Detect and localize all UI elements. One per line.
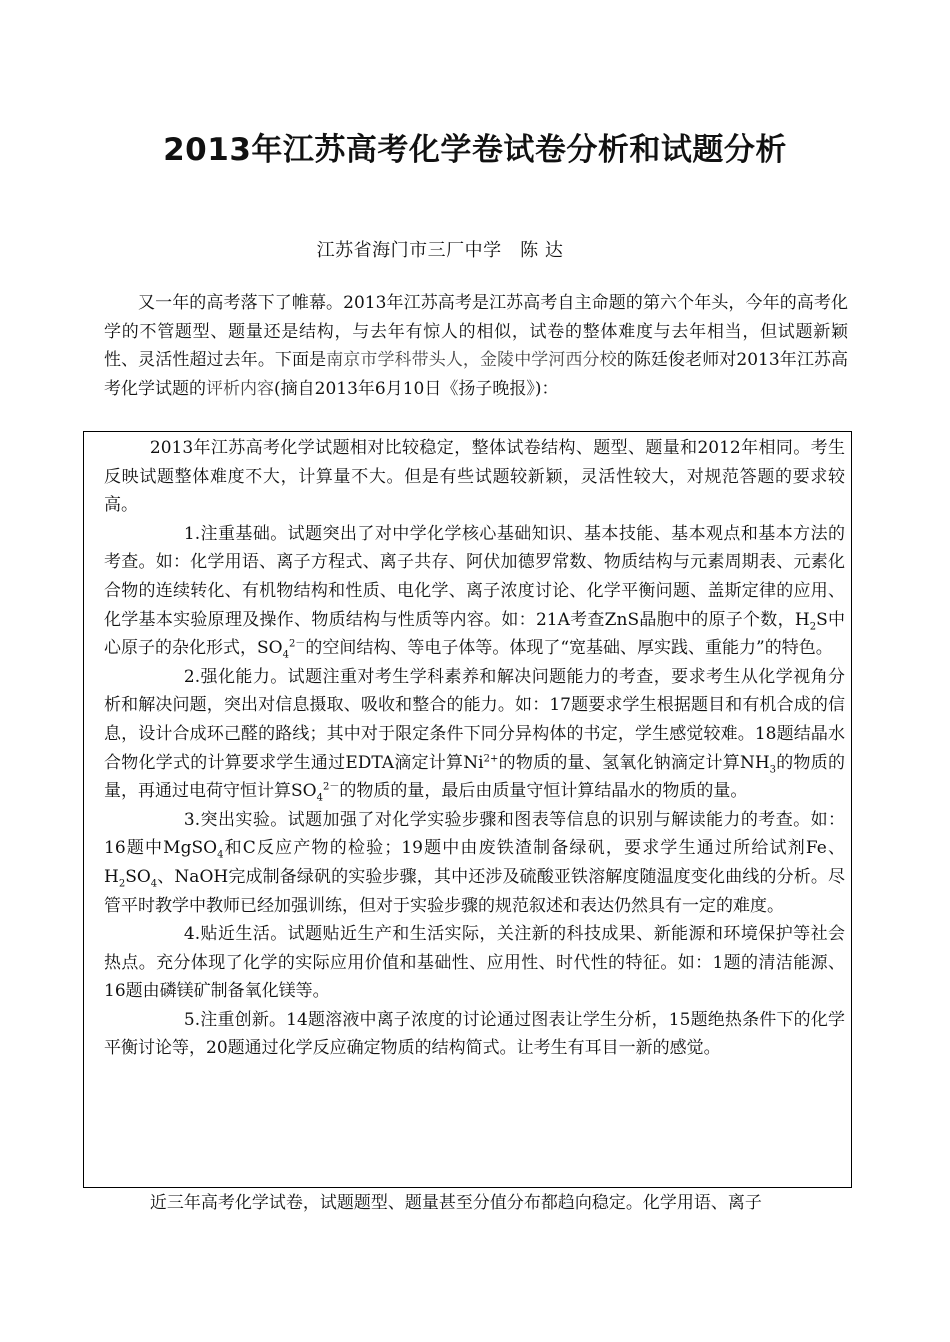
- intro-paragraph: [104, 289, 848, 403]
- box-paragraph-3: [104, 806, 845, 920]
- p1-text-c: 的空间结构、等电子体等。体现了“宽基础、厚实践、重能力”的特色。: [305, 638, 833, 659]
- intro-text-c: (摘自2013年6月10日《扬子晚报》)：: [274, 378, 559, 399]
- intro-text-b: 的陈廷俊老师对2013年江苏高考化学试题的: [104, 350, 849, 399]
- p2-sub-2: 4: [316, 792, 323, 804]
- p1-sub-2: 4: [282, 649, 289, 661]
- quoted-analysis-box: [83, 431, 852, 1188]
- intro-highlight-2: 评析内容: [206, 378, 274, 399]
- p1-text-a: 1.注重基础。试题突出了对中学化学核心基础知识、基本技能、基本观点和基本方法的考查。如：化学用语、离子方程式、离子共存、阿伏加德罗常数、物质结构与元素周期表、元素化合物的连续转化、有机物结构和性质、电化学、离子浓度讨论、化学平衡问题、盖斯定律的应用、化学基本实验原理及操作、物质结构与性质等内容。如：21A考查ZnS晶胞中的原子个数，H: [104, 523, 845, 630]
- p2-sup-2: 2－: [322, 781, 340, 793]
- p2-sup-1: 2+: [483, 752, 499, 764]
- p3-sub-2: 2: [118, 878, 126, 890]
- p2-text-b: 的物质的量、氢氧化钠滴定计算NH: [498, 752, 770, 773]
- author-line: 江苏省海门市三厂中学 陈 达: [316, 240, 564, 261]
- p3-sub-1: 4: [217, 849, 224, 861]
- p2-text-c: 的物质的量，再通过电荷守恒计算SO: [104, 752, 846, 802]
- p3-sub-3: 4: [150, 878, 158, 890]
- p1-text-b: S中心原子的杂化形式，SO: [104, 609, 846, 659]
- outro-paragraph: 近三年高考化学试卷，试题题型、题量甚至分值分布都趋向稳定。化学用语、离子: [149, 1193, 762, 1213]
- box-paragraph-1: [104, 520, 845, 663]
- box-paragraph-summary: 2013年江苏高考化学试题相对比较稳定，整体试卷结构、题型、题量和2012年相同。考生反映试题整体难度不大，计算量不大。但是有些试题较新颖，灵活性较大，对规范答题的要求较高。: [104, 438, 845, 516]
- box-paragraph-4: 4.贴近生活。试题贴近生产和生活实际，关注新的科技成果、新能源和环境保护等社会热点。充分体现了化学的实际应用价值和基础性、应用性、时代性的特征。如：1题的清洁能源、16题由磷镁矿制备氧化镁等。: [104, 924, 845, 1002]
- intro-text-a: 又一年的高考落下了帷幕。2013年江苏高考是江苏高考自主命题的第六个年头，今年的高考化学的不管题型、题量还是结构，与去年有惊人的相似，试卷的整体难度与去年相当，但试题新颖性、灵活性超过去年。下面是: [104, 293, 848, 370]
- p1-sub-1: 2: [809, 620, 817, 632]
- box-paragraph-5: 5.注重创新。14题溶液中离子浓度的讨论通过图表让学生分析，15题绝热条件下的化学平衡讨论等，20题通过化学反应确定物质的结构简式。让考生有耳目一新的感觉。: [104, 1009, 845, 1059]
- p3-text-d: 、NaOH完成制备绿矾的实验步骤，其中还涉及硫酸亚铁溶解度随温度变化曲线的分析。尽管平时教学中教师已经加强训练，但对于实验步骤的规范叙述和表达仍然具有一定的难度。: [104, 866, 845, 916]
- p3-text-a: 3.突出实验。试题加强了对化学实验步骤和图表等信息的识别与解读能力的考查。如：16题中MgSO: [104, 809, 845, 859]
- p3-text-b: 和C反应产物的检验；19题中由废铁渣制备绿矾，要求学生通过所给试剂Fe、H: [104, 838, 845, 887]
- p2-text-a: 2.强化能力。试题注重对考生学科素养和解决问题能力的考查，要求考生从化学视角分析和解决问题，突出对信息摄取、吸收和整合的能力。如：17题要求学生根据题目和有机合成的信息，设计合成环己醛的路线；其中对于限定条件下同分异构体的书定，学生感觉较难。18题结晶水合物化学式的计算要求学生通过EDTA滴定计算Ni: [104, 666, 845, 773]
- intro-highlight: 南京市学科带头人，金陵中学河西分校: [326, 350, 617, 370]
- p1-sup-1: 2－: [288, 638, 306, 650]
- box-paragraph-2: [104, 663, 845, 806]
- p2-sub-1: 3: [769, 763, 777, 775]
- page-title: 2013年江苏高考化学卷试卷分析和试题分析: [163, 132, 787, 168]
- p2-text-d: 的物质的量，最后由质量守恒计算结晶水的物质的量。: [339, 781, 748, 802]
- p3-text-c: SO: [125, 866, 151, 887]
